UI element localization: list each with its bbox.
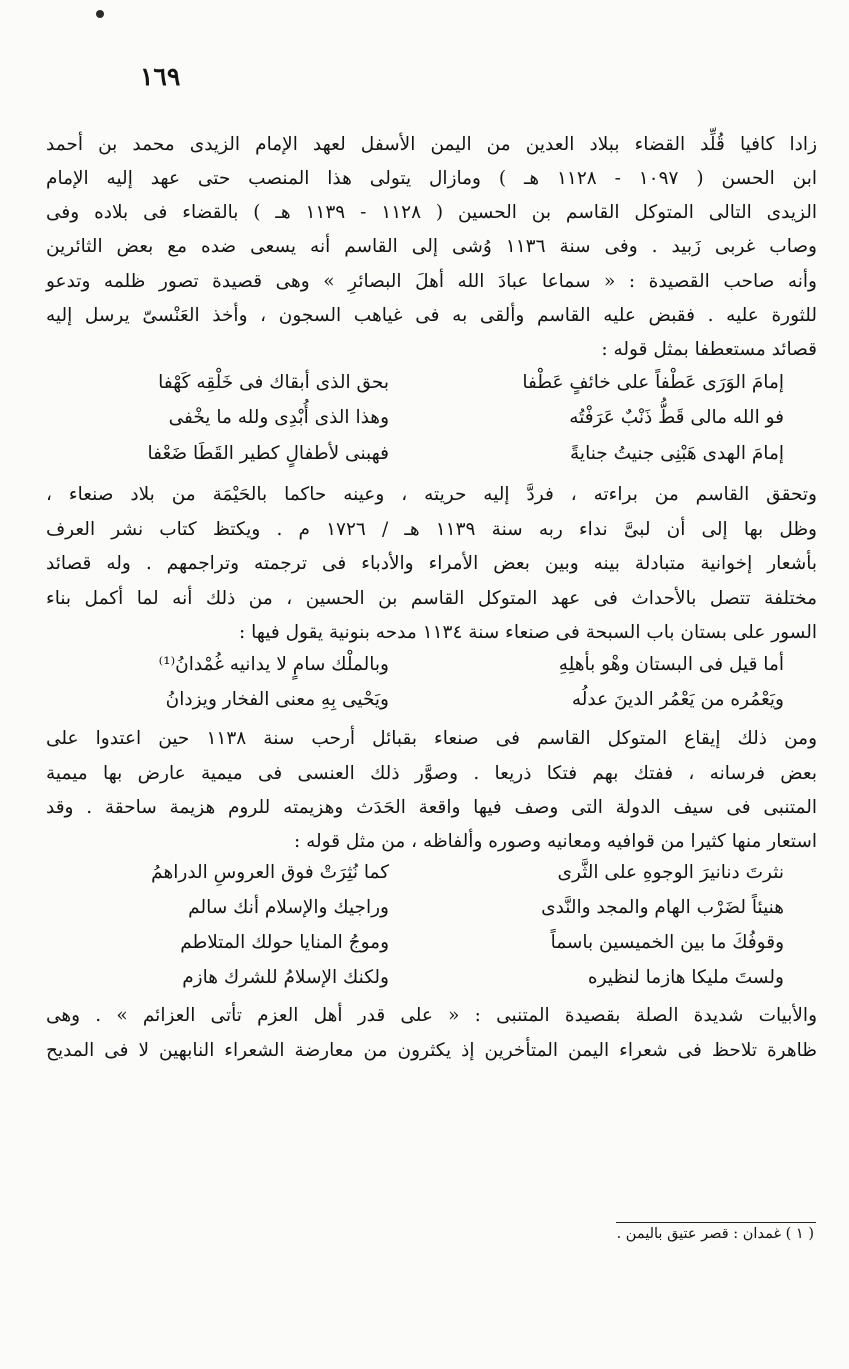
verse-second-hemistich: ويَحْيى بِهِ معنى الفخار ويزدانُ: [165, 689, 389, 710]
page-number: ١٦٩: [140, 62, 181, 91]
verse-first-hemistich: هنيئاً لضَرْب الهام والمجد والنَّدى: [541, 897, 784, 918]
verse-line: [74, 689, 784, 723]
text-line: قصائد مستعطفا بمثل قوله :: [601, 339, 817, 360]
text-line: السور على بستان باب السبحة فى صنعاء سنة ١١٣٤ مدحه بنونية يقول فيها :: [238, 622, 817, 643]
verse-second-hemistich: بحق الذى أبقاك فى خَلْقِه كَهْفا: [158, 372, 389, 393]
text-line: استعار منها كثيرا من قوافيه ومعانيه وصوره وألفاظه ، من مثل قوله :: [293, 831, 817, 852]
verse-first-hemistich: ويَعْمُره من يَعْمُر الدينَ عدلُه: [571, 689, 784, 710]
text-line: وتحقق القاسم من براءته ، فردَّ إليه حريته ، وعينه حاكما بالحَيْمَة من بلاد صنعاء ،: [46, 484, 817, 505]
verse-second-hemistich: وموجُ المنايا حولك المتلاطم: [180, 932, 389, 953]
text-line: وأنه صاحب القصيدة : « سماعا عبادَ الله أهلَ البصائرِ » وهى قصيدة تصور ظلمه وتدعو: [46, 271, 817, 292]
text-line: ومن ذلك إيقاع المتوكل القاسم فى صنعاء بقبائل أرحب سنة ١١٣٨ حين اعتدوا على: [46, 728, 818, 749]
verse-first-hemistich: أما قيل فى البستان وهْو بأهلِهِ: [558, 654, 784, 675]
verse-line: [74, 654, 784, 688]
verse-line: [74, 862, 784, 896]
text-line: والأبيات شديدة الصلة بقصيدة المتنبى : « على قدر أهل العزم تأتى العزائم » . وهى: [46, 1005, 817, 1026]
verse-first-hemistich: وقوفُكَ ما بين الخميسين باسماً: [550, 932, 784, 953]
verse-first-hemistich: إمامَ الوَرَى عَطْفاً على خائفٍ عَطْفا: [522, 372, 784, 393]
verse-second-hemistich: كما نُثِرَتْ فوق العروسِ الدراهمُ: [151, 862, 389, 883]
text-line: وصاب غربى زَبيد . وفى سنة ١١٣٦ وُشى إلى القاسم أنه يسعى ضده مع بعض الثائرين: [46, 236, 817, 257]
verse-second-hemistich: وراجيك والإسلام أنك سالم: [188, 897, 389, 918]
verse-line: [74, 443, 784, 477]
verse-first-hemistich: ولستَ مليكا هازما لنظيره: [587, 967, 784, 988]
text-line: زادا كافيا قُلِّد القضاء ببلاد العدين من اليمن الأسفل لعهد الإمام الزيدى محمد بن أحمد: [46, 134, 817, 155]
verse-first-hemistich: فو الله مالى قَطُّ ذَنْبٌ عَرَفْتُه: [569, 407, 784, 428]
verse-second-hemistich: وهذا الذى أُبْدِى ولله ما يخْفى: [168, 407, 389, 428]
verse-second-hemistich: فهبنى لأطفالٍ كطير القَطَا ضَعْفا: [147, 443, 389, 464]
verse-line: [74, 967, 784, 1001]
text-line: بعض فرسانه ، ففتك بهم فتكا ذريعا . وصوَّر ذلك العنسى فى ميمية عارض بها ميمية: [46, 763, 817, 784]
scan-mark: [96, 10, 104, 18]
verse-second-hemistich: ولكنك الإسلامُ للشرك هازم: [182, 967, 389, 988]
text-line: الزيدى التالى المتوكل القاسم بن الحسين ( ١١٢٨ - ١١٣٩ هـ ) بالقضاء فى بلاده وفى: [46, 202, 817, 223]
footnote: ( ١ ) غمدان : قصر عتيق باليمن .: [616, 1226, 814, 1242]
text-line: مختلفة تتصل بالأحداث فى عهد المتوكل القاسم بن الحسين ، من ذلك أنه لما أكمل بناء: [46, 588, 817, 609]
verse-line: [74, 407, 784, 441]
footnote-rule: [616, 1222, 816, 1223]
verse-line: [74, 897, 784, 931]
text-line: وظل بها إلى أن لبىَّ نداء ربه سنة ١١٣٩ هـ / ١٧٢٦ م . ويكتظ كتاب نشر العرف: [46, 519, 817, 540]
text-line: للثورة عليه . فقبض عليه القاسم وألقى به فى غياهب السجون ، وأخذ العَنْسىّ يرسل إليه: [46, 305, 817, 326]
text-line: بأشعار إخوانية متبادلة بينه وبين بعض الأمراء والأدباء فى ترجمته وتراجمهم . وله قصائد: [46, 553, 817, 574]
verse-line: [74, 932, 784, 966]
text-line: ابن الحسن ( ١٠٩٧ - ١١٢٨ هـ ) ومازال يتولى هذا المنصب حتى عهد إليه الإمام: [46, 168, 818, 189]
verse-second-hemistich: وبالملْك سامٍ لا يدانيه غُمْدانُ⁽¹⁾: [158, 654, 389, 675]
verse-line: [74, 372, 784, 406]
text-line: ظاهرة تلاحظ فى شعراء اليمن المتأخرين إذ يكثرون من معارضة الشعراء النابهين لا فى المديح: [46, 1040, 817, 1061]
verse-first-hemistich: إمامَ الهدى هَبْنِى جنيتُ جنايةً: [570, 443, 784, 464]
verse-first-hemistich: نثرتَ دنانيرَ الوجوهِ على الثَّرى: [557, 862, 784, 883]
text-line: المتنبى فى سيف الدولة التى وصف فيها واقعة الحَدَث وهزيمته للروم هزيمة ساحقة . وقد: [46, 797, 817, 818]
